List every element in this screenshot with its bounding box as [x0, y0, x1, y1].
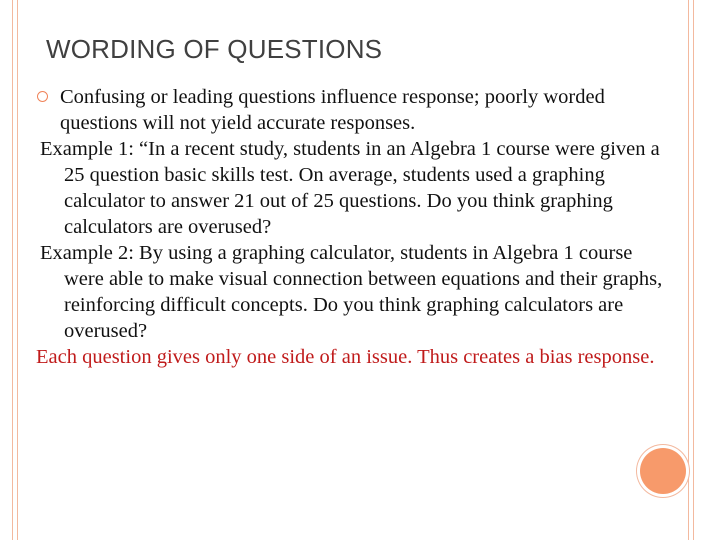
left-border-line [12, 0, 13, 540]
right-border-line-outer [693, 0, 694, 540]
decorative-circle [640, 448, 686, 494]
bullet-paragraph [36, 84, 666, 136]
right-border-line [688, 0, 689, 540]
slide-title: WORDING OF QUESTIONS [46, 34, 383, 64]
slide-body [36, 84, 666, 370]
circle-bullet-icon [37, 91, 48, 102]
conclusion-text: Each question gives only one side of an issue. Thus creates a bias response. [36, 346, 655, 368]
example-1: Example 1: “In a recent study, students in an Algebra 1 course were given a 25 question basic skills test. On average, students used a graphing calculator to answer 21 out of 25 questions. Do you think graphing calculators are overused? [40, 138, 660, 238]
bullet-text: Confusing or leading questions influence response; poorly worded questions will not yield accurate responses. [60, 86, 605, 134]
example-2: Example 2: By using a graphing calculator, students in Algebra 1 course were able to make visual connection between equations and their graphs, reinforcing difficult concepts. Do you think graphing calculators are overused? [40, 242, 663, 342]
left-border-line-inner [17, 0, 18, 540]
